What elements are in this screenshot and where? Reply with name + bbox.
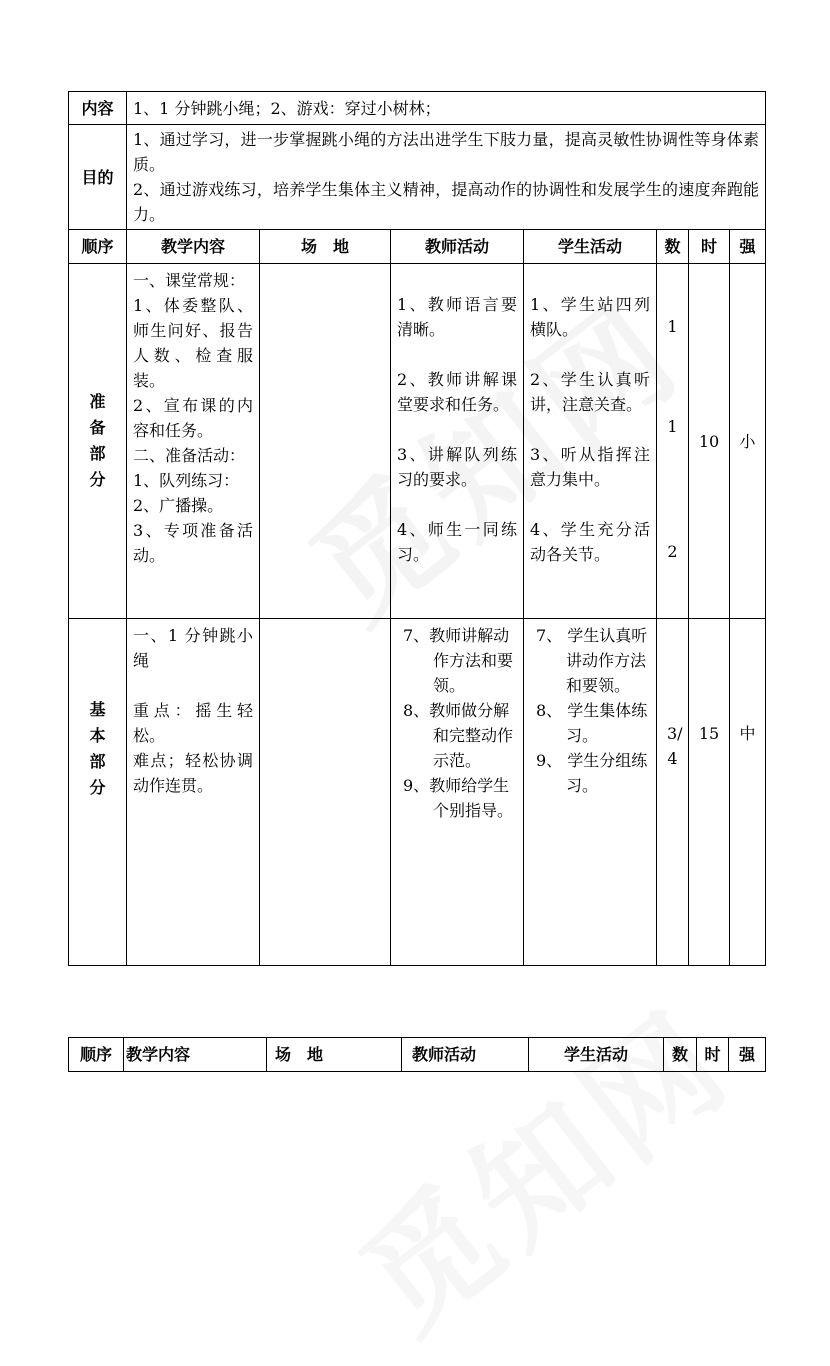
- prep-intensity: 小: [730, 264, 766, 619]
- basic-count: 3/4: [657, 619, 689, 966]
- header-venue: 场 地: [260, 230, 391, 264]
- header-time: 时: [697, 1038, 729, 1072]
- header-teaching-content: 教学内容: [124, 1038, 267, 1072]
- content-row: [69, 92, 766, 125]
- goal-line: 2、通过游戏练习，培养学生集体主义精神，提高动作的协调性和发展学生的速度奔跑能力。: [133, 180, 760, 224]
- basic-venue: [260, 619, 391, 966]
- prep-student-activity: 1、学生站四列横队。 2、学生认真听讲，注意关查。 3、听从指挥注意力集中。 4、学生充分活动各关节。: [524, 264, 657, 619]
- header-order: 顺序: [69, 230, 127, 264]
- prep-teacher-activity: 1、教师语言要清晰。 2、教师讲解课堂要求和任务。 3、讲解队列练习的要求。 4、师生一同练习。: [391, 264, 524, 619]
- goal-label: 目的: [69, 125, 127, 230]
- basic-time: 15: [689, 619, 730, 966]
- goal-text: [127, 125, 766, 230]
- content-text: 1、1 分钟跳小绳；2、游戏：穿过小树林；: [127, 92, 766, 125]
- basic-intensity: 中: [730, 619, 766, 966]
- basic-row: [69, 619, 766, 966]
- basic-teacher-activity: 7、教师讲解动作方法和要领。 8、教师做分解和完整动作示范。 9、教师给学生个别指导。: [391, 619, 524, 966]
- header-venue: 场 地: [267, 1038, 402, 1072]
- header-teacher-activity: 教师活动: [391, 230, 524, 264]
- lesson-plan-table: [68, 91, 766, 966]
- header-time: 时: [689, 230, 730, 264]
- header-student-activity: 学生活动: [524, 230, 657, 264]
- basic-student-activity: 7、 学生认真听讲动作方法和要领。 8、 学生集体练习。 9、 学生分组练习。: [524, 619, 657, 966]
- prep-label: 准 备 部 分: [69, 264, 127, 619]
- header-student-activity: 学生活动: [529, 1038, 664, 1072]
- header-row: [69, 1038, 766, 1072]
- header-count: 数: [664, 1038, 697, 1072]
- header-intensity: 强: [730, 230, 766, 264]
- prep-count: 1 1 2: [657, 264, 689, 619]
- continuation-header-table: [68, 1037, 766, 1072]
- goal-row: [69, 125, 766, 230]
- prep-time: 10: [689, 264, 730, 619]
- header-row: [69, 230, 766, 264]
- header-count: 数: [657, 230, 689, 264]
- content-label: 内容: [69, 92, 127, 125]
- header-intensity: 强: [729, 1038, 766, 1072]
- header-order: 顺序: [69, 1038, 124, 1072]
- header-teacher-activity: 教师活动: [402, 1038, 529, 1072]
- prep-venue: [260, 264, 391, 619]
- prep-content: 一、课堂常规： 1、体委整队、师生问好、报告人数、检查服装。 2、宣布课的内容和任务。 二、准备活动： 1、队列练习： 2、广播操。 3、专项准备活动。: [127, 264, 260, 619]
- basic-content: 一、1 分钟跳小绳 重点：摇生轻松。 难点；轻松协调动作连贯。: [127, 619, 260, 966]
- goal-line: 1、通过学习，进一步掌握跳小绳的方法出进学生下肢力量，提高灵敏性协调性等身体素质。: [133, 130, 760, 174]
- header-teaching-content: 教学内容: [127, 230, 260, 264]
- watermark: [317, 961, 763, 1366]
- prep-row: [69, 264, 766, 619]
- basic-label: 基 本 部 分: [69, 619, 127, 966]
